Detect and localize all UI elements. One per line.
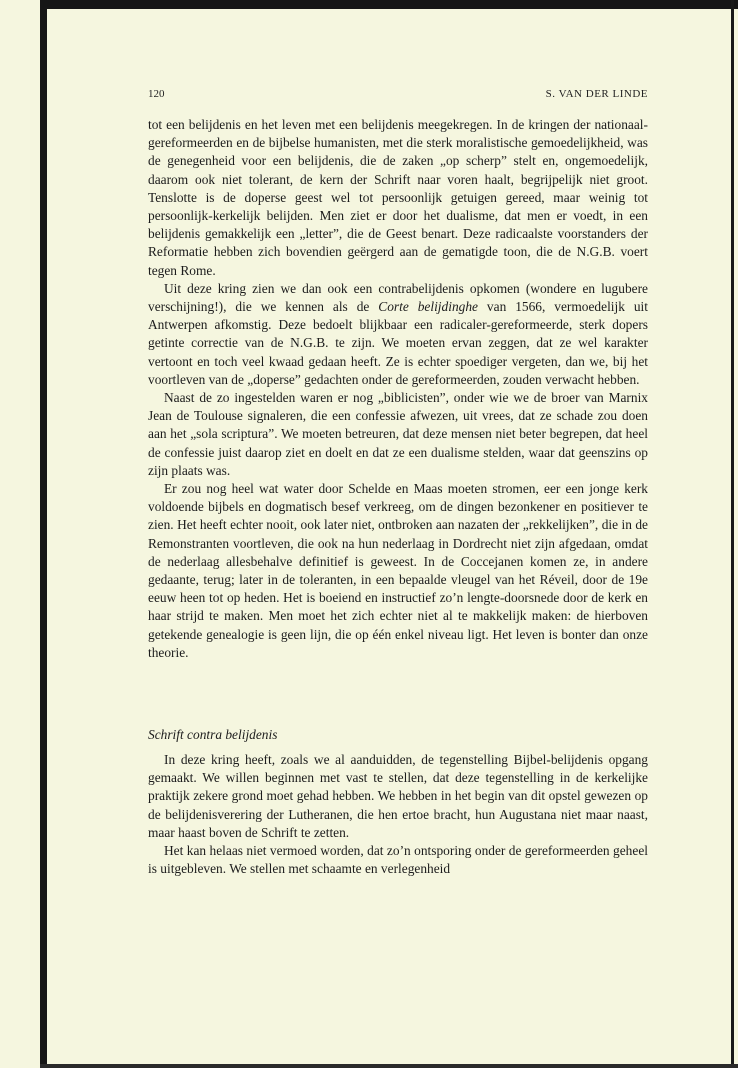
page-header [148, 88, 648, 104]
body-text-section-1 [148, 116, 648, 662]
paragraph [148, 280, 648, 389]
paragraph: Naast de zo ingestelden waren er nog „biblicisten”, onder wie we de broer van Marnix Jean de Toulouse signaleren, die een confessie afwezen, uit vrees, dat ze schade zou doen aan het „sola scriptura”. We moeten betreuren, dat deze mensen niet beter begrepen, dat heel de confessie juist daarop ziet en doelt en dat ze een dualisme stelden, waar dat geenszins op zijn plaats was. [148, 390, 648, 478]
paragraph: In deze kring heeft, zoals we al aanduidden, de tegenstelling Bijbel-belijdenis opgang gemaakt. We willen beginnen met vast te stellen, dat deze tegenstelling in de kerkelijke praktijk zekere grond moet gehad hebben. We hebben in het begin van dit opstel gewezen op de belijdenisverering der Lutheranen, die hen ertoe bracht, hun Augustana niet maar naast, maar haast boven de Schrift te zetten. [148, 752, 648, 840]
scan-border-top [40, 0, 738, 9]
page-number: 120 [148, 88, 165, 100]
paragraph: Het kan helaas niet vermoed worden, dat zo’n ontsporing onder de gereformeerden geheel is uitgebleven. We stellen met schaamte en verlegenheid [148, 843, 648, 877]
paragraph: tot een belijdenis en het leven met een belijdenis meegekregen. In de kringen der nationaal-gereformeerden en de bijbelse humanisten, met die sterk moralistische gemoedelijkheid, was de genegenheid voor een belijdenis, die de zaken „op scherp” stelt en, ongemoedelijk, daarom ook niet tolerant, de kern der Schrift naar voren haalt, begrijpelijk niet groot. Tenslotte is de doperse geest wel tot persoonlijk getuigen gereed, maar weinig tot persoonlijk-kerkelijk belijden. Men ziet er door het dualisme, dat men er voedt, in een belijdenis gemakkelijk een „letter”, die de Geest benart. Deze radicaalste voorstanders der Reformatie hebben zich bovendien geërgerd aan de gematigde toon, die de N.G.B. voert tegen Rome. [148, 117, 648, 278]
scan-border-left [40, 0, 47, 1068]
paragraph-text: van 1566, vermoedelijk uit Antwerpen afkomstig. Deze bedoelt blijkbaar een radicaler-gereformeerde, sterk dopers getinte correctie van de N.G.B. te zijn. We moeten ervan zeggen, dat ze wel karakter vertoont en toch veel kwaad gedaan heeft. Ze is echter spoediger vergeten, dan we, bij het voortleven van de „doperse” gedachten onder de gereformeerden, zouden verwacht hebben. [148, 299, 649, 387]
running-head: S. VAN DER LINDE [545, 88, 648, 100]
section-heading: Schrift contra belijdenis [148, 727, 278, 742]
paragraph: Er zou nog heel wat water door Schelde en Maas moeten stromen, eer een jonge kerk voldoende bijbels en dogmatisch besef verkreeg, om de dingen bezonkener en positiever te zien. Het heeft echter nooit, ook later niet, ontbroken aan nazaten der „rekkelijken”, die in de Remonstranten voortleven, die ook na hun nederlaag in Dordrecht niet zijn afgedaan, omdat de nederlaag allesbehalve definitief is geweest. In de Coccejanen komen ze, in andere gedaante, terug; later in de toleranten, in een bepaalde vleugel van het Réveil, door de 19e eeuw heen tot op heden. Het is boeiend en instructief zo’n lengte-doorsnede door de kerk en haar strijd te maken. Men moet het zich echter niet al te makkelijk maken: de hierboven getekende genealogie is geen lijn, die op één enkel niveau ligt. Het leven is bonter dan onze theorie. [148, 481, 648, 660]
scan-border-bottom [40, 1064, 738, 1068]
paragraph-text: Uit deze kring zien we dan ook een contrabelijdenis opkomen (wondere en lugubere verschijning!), die we kennen als de [148, 280, 648, 315]
book-title: Corte belijdinghe [378, 299, 478, 315]
scan-border-right [731, 0, 734, 1068]
body-text-section-2 [148, 751, 648, 878]
